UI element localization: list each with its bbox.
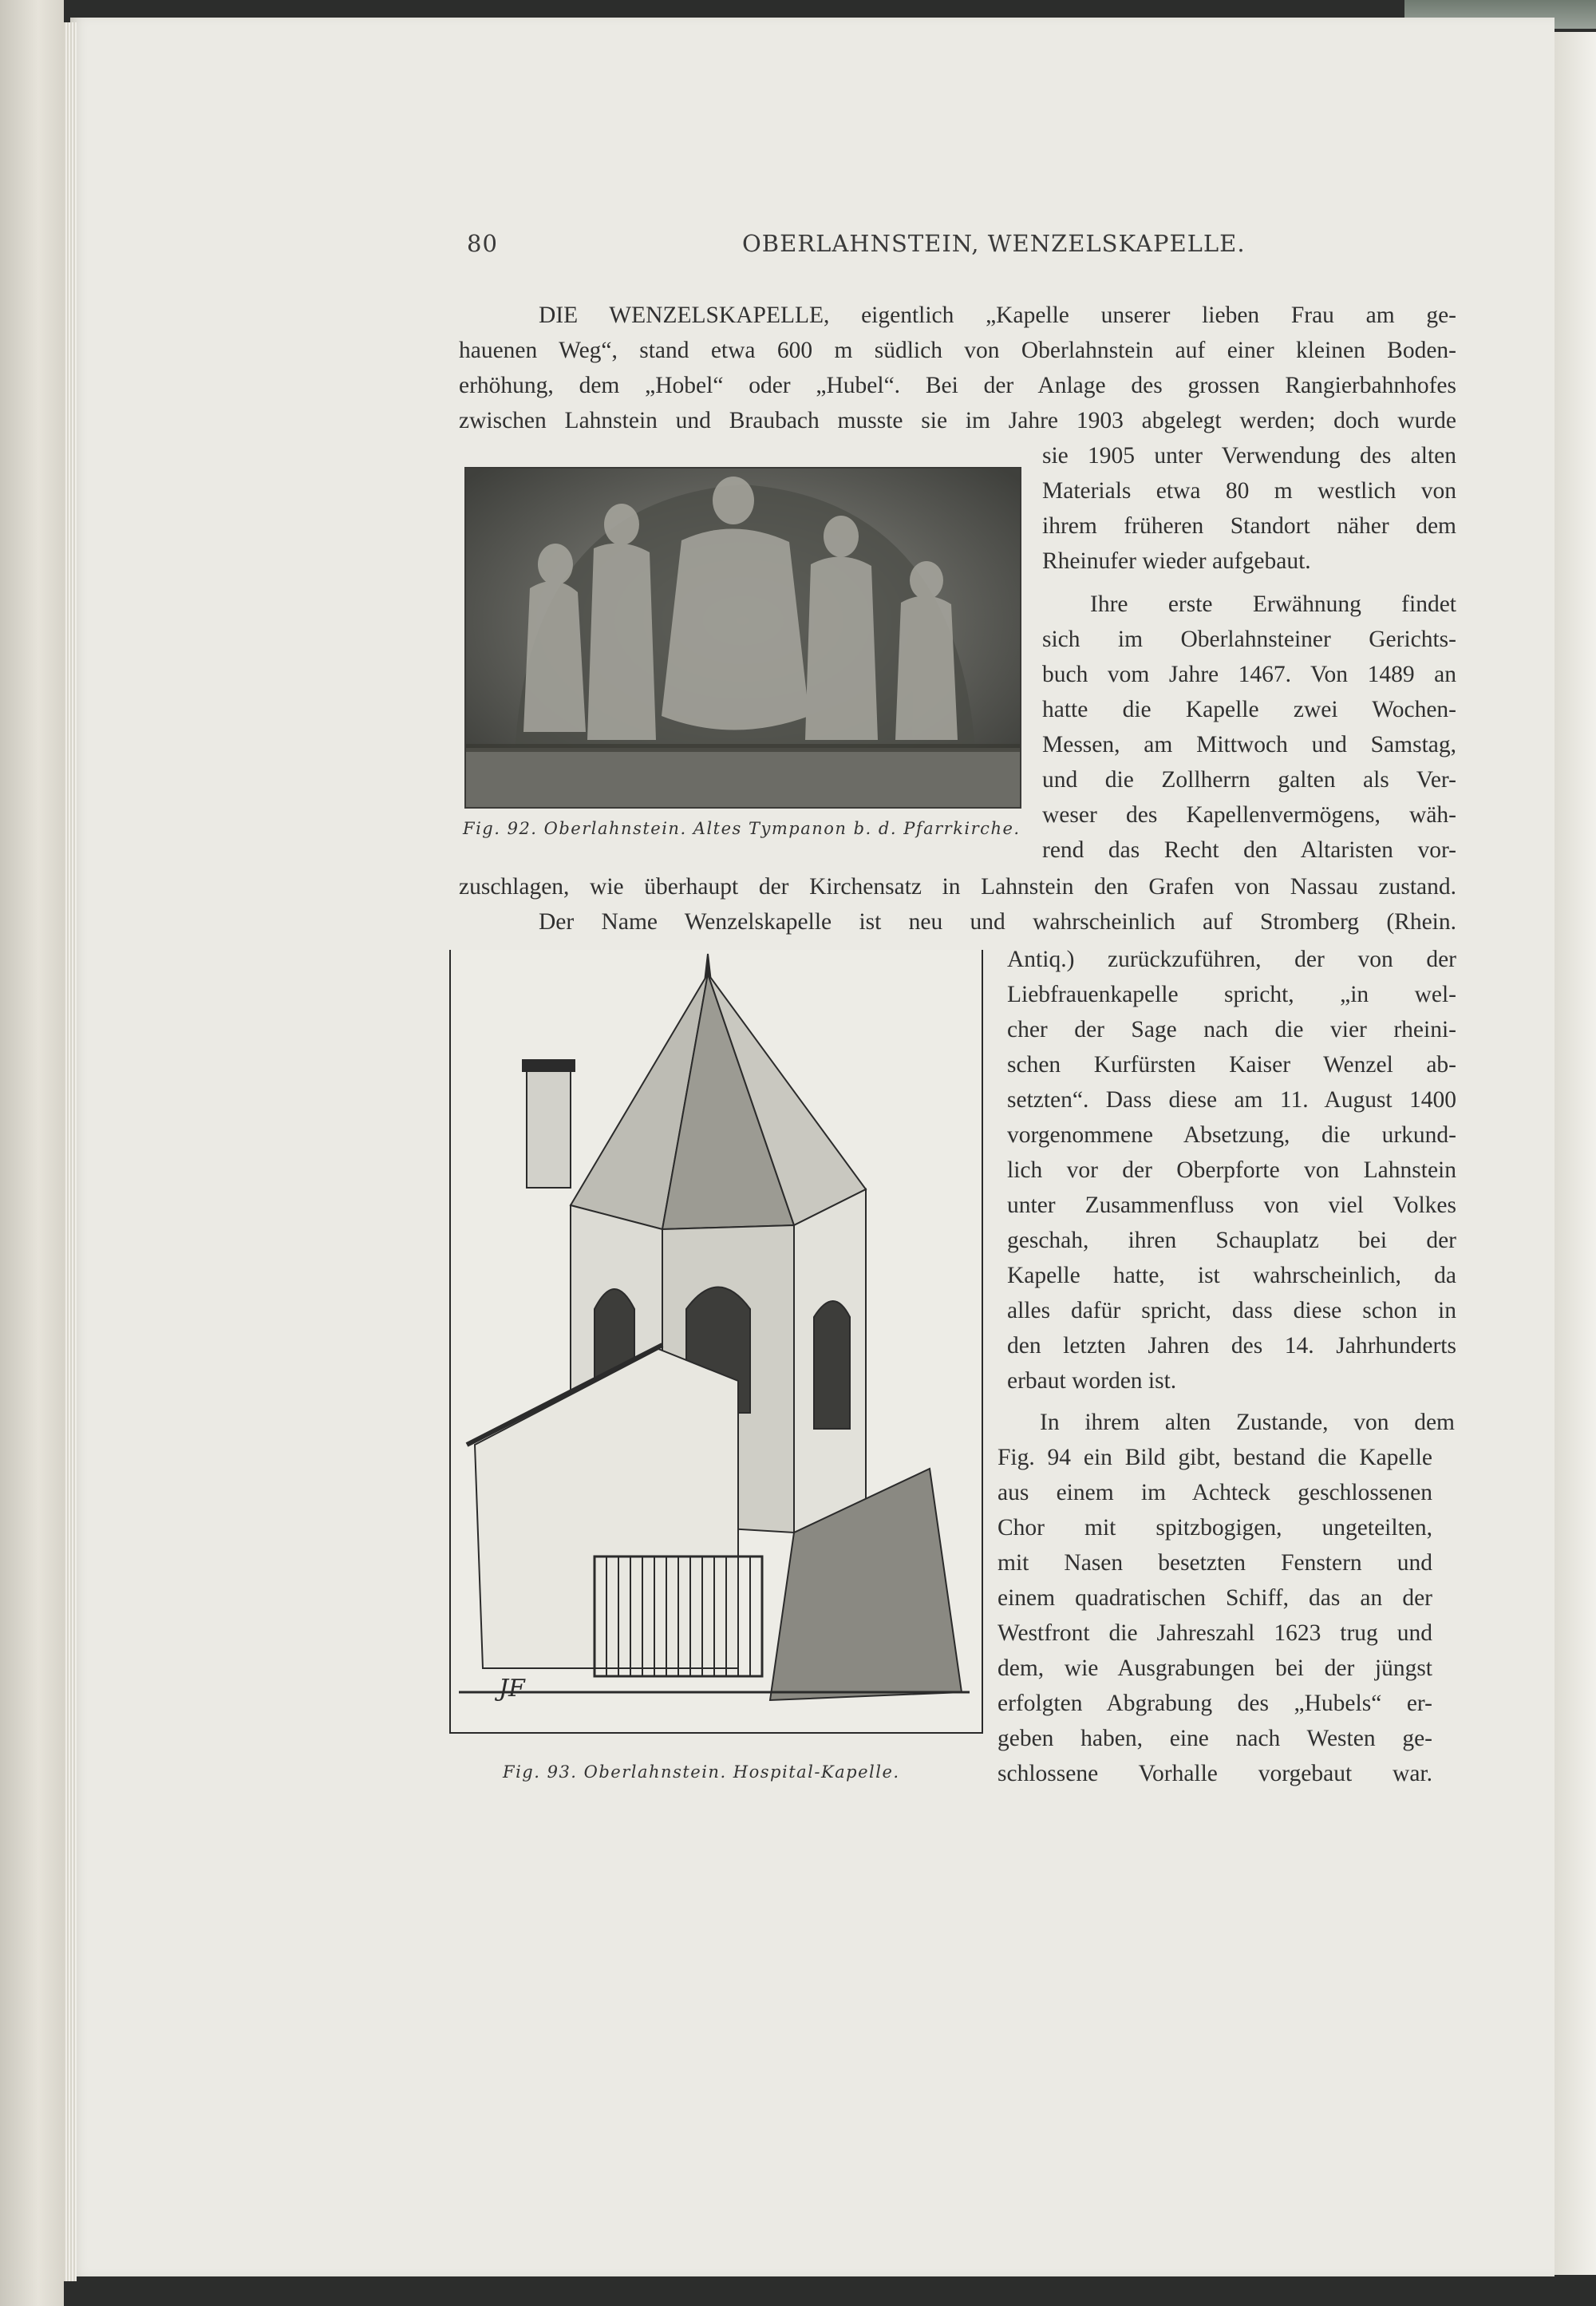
text-line: Antiq.) zurückzuführen, der von der — [1007, 947, 1456, 972]
text-line: und die Zollherrn galten als Ver- — [1042, 767, 1456, 793]
text-line: In ihrem alten Zustande, von dem — [1040, 1410, 1455, 1435]
text-line: ihrem früheren Standort näher dem — [1042, 513, 1456, 539]
text-line: hauenen Weg“, stand etwa 600 m südlich von Oberlahnstein auf einer kleinen Boden- — [459, 338, 1456, 363]
text-line: Ihre erste Erwähnung findet — [1090, 591, 1456, 617]
page-right-edge — [1555, 32, 1596, 2275]
text-line: unter Zusammenfluss von viel Volkes — [1007, 1193, 1456, 1218]
book-back-edge — [0, 0, 64, 2306]
text-line: Materials etwa 80 m westlich von — [1042, 478, 1456, 504]
text-line: setzten“. Dass diese am 11. August 1400 — [1007, 1087, 1456, 1113]
text-line: Rheinufer wieder aufgebaut. — [1042, 548, 1311, 574]
text-line: vorgenommene Absetzung, die urkund- — [1007, 1122, 1456, 1148]
text-line: sich im Oberlahnsteiner Gerichts- — [1042, 627, 1456, 652]
text-line: Liebfrauenkapelle spricht, „in wel- — [1007, 982, 1456, 1007]
text-line: den letzten Jahren des 14. Jahrhunderts — [1007, 1333, 1456, 1359]
text-line: weser des Kapellenvermögens, wäh- — [1042, 802, 1456, 828]
text-line: Der Name Wenzelskapelle ist neu und wahrscheinlich auf Stromberg (Rhein. — [539, 909, 1456, 935]
text-line: aus einem im Achteck geschlossenen — [998, 1480, 1432, 1505]
text-line: mit Nasen besetzten Fenstern und — [998, 1550, 1432, 1576]
text-line: hatte die Kapelle zwei Wochen- — [1042, 697, 1456, 722]
text-line: zwischen Lahnstein und Braubach musste sie im Jahre 1903 abgelegt werden; doch wurde — [459, 408, 1456, 433]
text-line: schen Kurfürsten Kaiser Wenzel ab- — [1007, 1052, 1456, 1078]
text-line: erbaut worden ist. — [1007, 1368, 1177, 1394]
text-line: Messen, am Mittwoch und Samstag, — [1042, 732, 1456, 757]
text-line: Kapelle hatte, ist wahrscheinlich, da — [1007, 1263, 1456, 1288]
figure-92-caption: Fig. 92. Oberlahnstein. Altes Tympanon b. d. Pfarrkirche. — [463, 819, 1021, 838]
text-line: alles dafür spricht, dass diese schon in — [1007, 1298, 1456, 1323]
page-edge-stack — [64, 22, 77, 2281]
text-line: dem, wie Ausgrabungen bei der jüngst — [998, 1655, 1432, 1681]
figure-93-caption: Fig. 93. Oberlahnstein. Hospital-Kapelle. — [503, 1762, 900, 1782]
text-line: buch vom Jahre 1467. Von 1489 an — [1042, 662, 1456, 687]
page-number: 80 — [467, 230, 498, 257]
figure-93-chapel-engraving — [449, 950, 983, 1734]
figure-92-tympanon-photo — [464, 467, 1021, 809]
text-line: geschah, ihren Schauplatz bei der — [1007, 1228, 1456, 1253]
text-line: Fig. 94 ein Bild gibt, bestand die Kapelle — [998, 1445, 1432, 1470]
tympanon-relief-image — [466, 469, 1020, 807]
engraver-monogram: JF — [499, 1675, 525, 1703]
text-line: rend das Recht den Altaristen vor- — [1042, 837, 1456, 863]
text-line: DIE WENZELSKAPELLE, eigentlich „Kapelle unserer lieben Frau am ge- — [539, 303, 1456, 328]
text-line: lich vor der Oberpforte von Lahnstein — [1007, 1157, 1456, 1183]
text-line: schlossene Vorhalle vorgebaut war. — [998, 1761, 1432, 1786]
hospital-chapel-drawing — [451, 950, 982, 1732]
text-line: geben haben, eine nach Westen ge- — [998, 1726, 1432, 1751]
text-line: Westfront die Jahreszahl 1623 trug und — [998, 1620, 1432, 1646]
text-line: Chor mit spitzbogigen, ungeteilten, — [998, 1515, 1432, 1541]
text-line: sie 1905 unter Verwendung des alten — [1042, 443, 1456, 469]
running-head: OBERLAHNSTEIN, WENZELSKAPELLE. — [742, 230, 1246, 257]
text-line: erfolgten Abgrabung des „Hubels“ er- — [998, 1691, 1432, 1716]
text-line: erhöhung, dem „Hobel“ oder „Hubel“. Bei der Anlage des grossen Rangierbahnhofes — [459, 373, 1456, 398]
text-line: zuschlagen, wie überhaupt der Kirchensatz in Lahnstein den Grafen von Nassau zustand. — [459, 874, 1456, 900]
text-line: cher der Sage nach die vier rheini- — [1007, 1017, 1456, 1042]
text-line: einem quadratischen Schiff, das an der — [998, 1585, 1432, 1611]
